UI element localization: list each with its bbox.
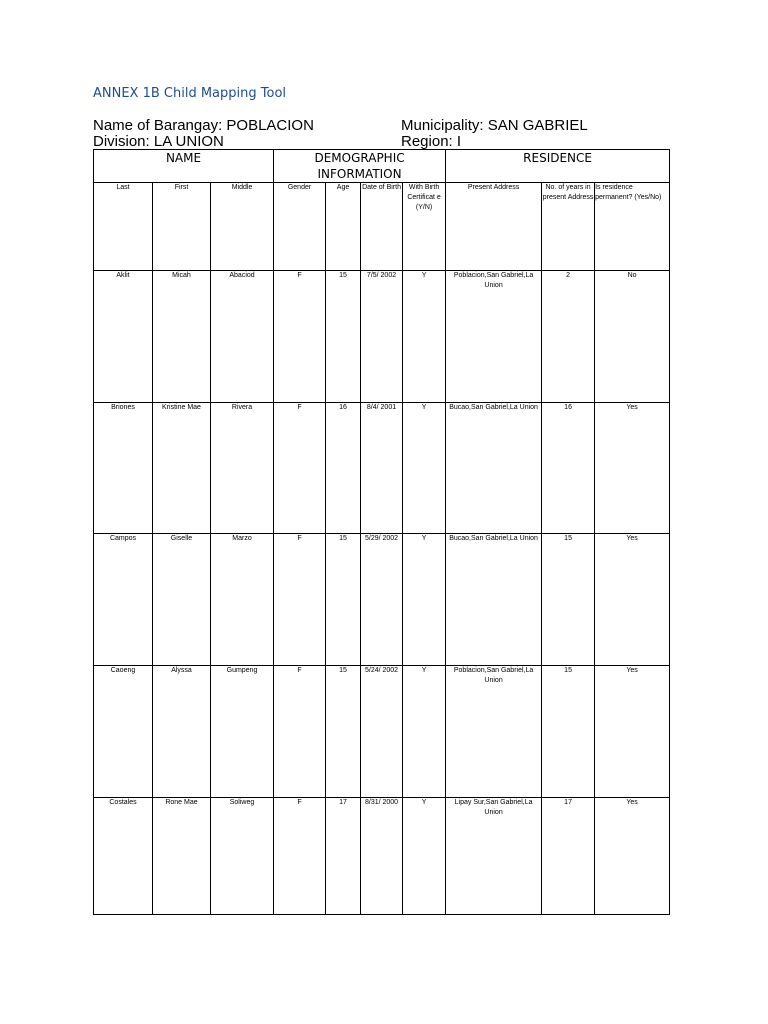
cell-years-in-address: 17 <box>542 798 595 915</box>
col-header-middle: Middle <box>211 183 274 271</box>
cell-last-name: Costales <box>94 798 153 915</box>
col-header-age: Age <box>326 183 361 271</box>
group-header-name: NAME <box>94 150 274 183</box>
cell-last-name: Caoeng <box>94 666 153 798</box>
cell-residence-permanent: No <box>595 271 670 403</box>
cell-residence-permanent: Yes <box>595 798 670 915</box>
group-header-demographic: DEMOGRAPHIC INFORMATION <box>274 150 446 183</box>
cell-middle-name: Rivera <box>211 403 274 534</box>
cell-last-name: Aklit <box>94 271 153 403</box>
cell-years-in-address: 16 <box>542 403 595 534</box>
cell-age: 15 <box>326 666 361 798</box>
cell-present-address: Lipay Sur,San Gabriel,La Union <box>446 798 542 915</box>
cell-years-in-address: 2 <box>542 271 595 403</box>
cell-middle-name: Soliweg <box>211 798 274 915</box>
col-header-years-in-address: No. of years in present Address <box>542 183 595 271</box>
cell-gender: F <box>274 666 326 798</box>
col-header-present-address: Present Address <box>446 183 542 271</box>
table-row <box>94 798 670 915</box>
division-label: Division: LA UNION <box>93 133 224 150</box>
column-header-row <box>94 183 670 271</box>
cell-years-in-address: 15 <box>542 534 595 666</box>
cell-date-of-birth: 5/24/ 2002 <box>361 666 403 798</box>
cell-present-address: Poblacion,San Gabriel,La Union <box>446 271 542 403</box>
col-header-residence-permanent: Is residence permanent? (Yes/No) <box>595 183 670 271</box>
cell-first-name: Alyssa <box>153 666 211 798</box>
cell-date-of-birth: 5/29/ 2002 <box>361 534 403 666</box>
col-header-last: Last <box>94 183 153 271</box>
cell-residence-permanent: Yes <box>595 534 670 666</box>
region-label: Region: I <box>401 133 462 150</box>
col-header-birth-certificate: With Birth Certificat e (Y/N) <box>403 183 446 271</box>
cell-birth-certificate: Y <box>403 271 446 403</box>
cell-birth-certificate: Y <box>403 666 446 798</box>
group-header-row <box>94 150 670 183</box>
cell-age: 15 <box>326 271 361 403</box>
cell-first-name: Giselle <box>153 534 211 666</box>
cell-gender: F <box>274 403 326 534</box>
cell-residence-permanent: Yes <box>595 666 670 798</box>
annex-title: ANNEX 1B Child Mapping Tool <box>93 86 287 101</box>
cell-age: 16 <box>326 403 361 534</box>
cell-date-of-birth: 8/4/ 2001 <box>361 403 403 534</box>
cell-age: 15 <box>326 534 361 666</box>
cell-present-address: Bucao,San Gabriel,La Union <box>446 534 542 666</box>
cell-birth-certificate: Y <box>403 798 446 915</box>
cell-last-name: Briones <box>94 403 153 534</box>
table-row <box>94 271 670 403</box>
cell-gender: F <box>274 534 326 666</box>
municipality-label: Municipality: SAN GABRIEL <box>401 117 588 134</box>
cell-middle-name: Gumpeng <box>211 666 274 798</box>
cell-birth-certificate: Y <box>403 534 446 666</box>
table-body <box>94 271 670 915</box>
cell-middle-name: Abaciod <box>211 271 274 403</box>
cell-last-name: Campos <box>94 534 153 666</box>
cell-gender: F <box>274 271 326 403</box>
table-row <box>94 403 670 534</box>
cell-present-address: Bucao,San Gabriel,La Union <box>446 403 542 534</box>
cell-gender: F <box>274 798 326 915</box>
barangay-label: Name of Barangay: POBLACION <box>93 117 314 134</box>
cell-residence-permanent: Yes <box>595 403 670 534</box>
cell-middle-name: Marzo <box>211 534 274 666</box>
col-header-first: First <box>153 183 211 271</box>
cell-date-of-birth: 8/31/ 2000 <box>361 798 403 915</box>
cell-years-in-address: 15 <box>542 666 595 798</box>
cell-first-name: Kristine Mae <box>153 403 211 534</box>
table-row <box>94 666 670 798</box>
group-header-residence: RESIDENCE <box>446 150 670 183</box>
cell-date-of-birth: 7/5/ 2002 <box>361 271 403 403</box>
table-row <box>94 534 670 666</box>
cell-birth-certificate: Y <box>403 403 446 534</box>
child-mapping-table <box>93 149 670 915</box>
cell-age: 17 <box>326 798 361 915</box>
cell-first-name: Rone Mae <box>153 798 211 915</box>
col-header-gender: Gender <box>274 183 326 271</box>
cell-first-name: Micah <box>153 271 211 403</box>
col-header-date-of-birth: Date of Birth <box>361 183 403 271</box>
cell-present-address: Poblacion,San Gabriel,La Union <box>446 666 542 798</box>
